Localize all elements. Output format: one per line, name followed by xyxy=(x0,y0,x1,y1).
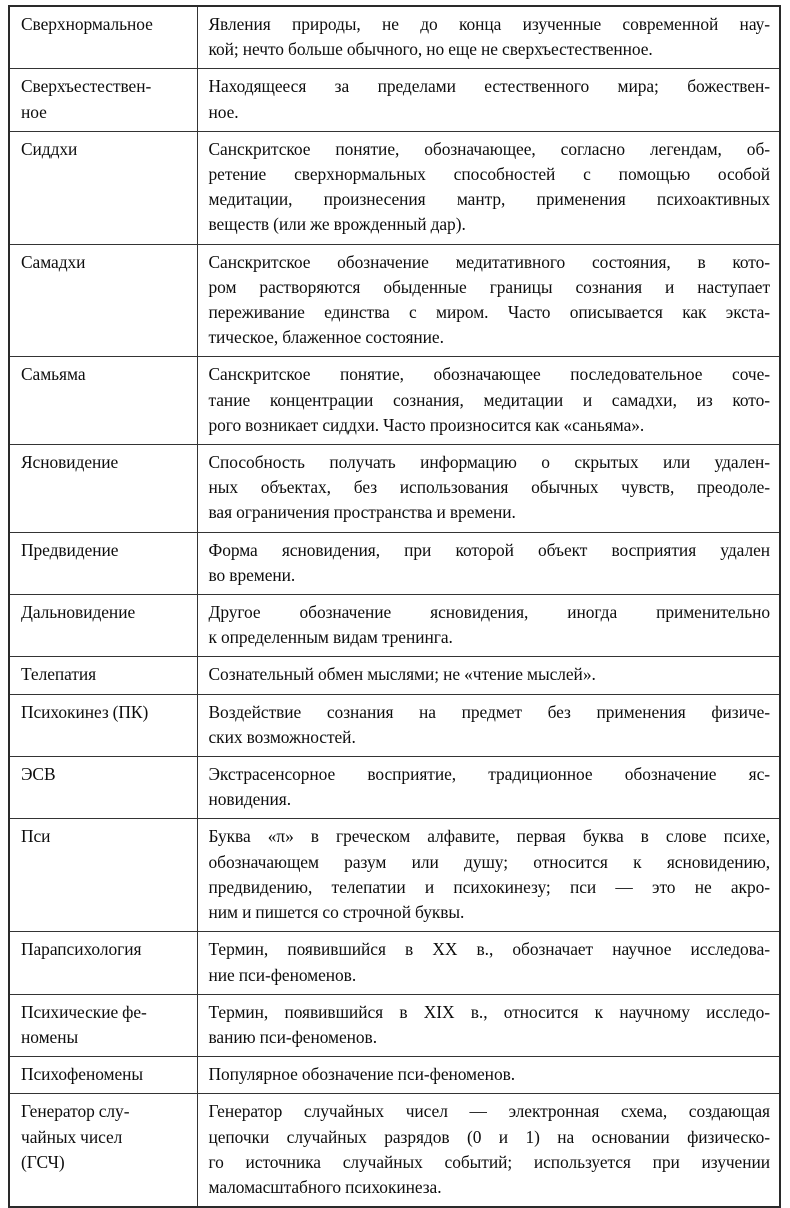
table-row xyxy=(9,1094,780,1207)
term-line: ЭСВ xyxy=(21,764,56,785)
table-row xyxy=(9,69,780,131)
term-line: Предвидение xyxy=(21,539,119,560)
definition-cell xyxy=(197,932,780,994)
term-line: Самьяма xyxy=(21,364,86,385)
definition-line: ром растворяются обыденные границы сознания и наступает xyxy=(208,276,770,297)
definition-line: ских возможностей. xyxy=(208,726,356,747)
definition-cell xyxy=(197,757,780,819)
term-line: Дальновидение xyxy=(21,602,136,623)
definition-cell xyxy=(197,595,780,657)
definition-line: Явления природы, не до конца изученные современной нау- xyxy=(208,14,770,34)
definition-cell xyxy=(197,694,780,756)
definition-line: Термин, появившийся в XX в., обозначает научное исследова- xyxy=(208,939,770,960)
term-line: ное xyxy=(21,101,47,122)
definition-line: веществ (или же врожденный дар). xyxy=(208,214,466,235)
definition-line: ное. xyxy=(208,101,239,122)
definition-line: ных объектах, без использования обычных чувств, преодоле- xyxy=(208,477,770,498)
definition-line: Форма ясновидения, при которой объект восприятия удален xyxy=(208,539,770,560)
table-row xyxy=(9,994,780,1056)
definition-cell xyxy=(197,445,780,533)
definition-cell xyxy=(197,532,780,594)
table-row xyxy=(9,244,780,357)
term-line: Пси xyxy=(21,826,51,847)
term-cell xyxy=(9,994,197,1056)
definition-line: новидения. xyxy=(208,789,292,810)
term-line: Парапсихология xyxy=(21,939,142,960)
table-row xyxy=(9,131,780,244)
table-row xyxy=(9,694,780,756)
definition-cell xyxy=(197,994,780,1056)
term-cell xyxy=(9,694,197,756)
term-line: Психокинез (ПК) xyxy=(21,701,149,722)
definition-line: во времени. xyxy=(208,564,296,585)
term-cell xyxy=(9,819,197,932)
definition-cell xyxy=(197,1057,780,1094)
definition-line: Термин, появившийся в XIX в., относится к научному исследо- xyxy=(208,1001,770,1022)
term-line: Самадхи xyxy=(21,251,86,272)
term-cell xyxy=(9,131,197,244)
term-cell xyxy=(9,69,197,131)
term-cell xyxy=(9,1094,197,1207)
definition-line: Другое обозначение ясновидения, иногда применительно xyxy=(208,602,770,623)
term-cell xyxy=(9,1057,197,1094)
definition-line: ретение сверхнормальных способностей с помощью особой xyxy=(208,164,770,185)
definition-cell xyxy=(197,1094,780,1207)
term-line: Сверхъестествен- xyxy=(21,76,152,97)
definition-cell xyxy=(197,244,780,357)
term-cell xyxy=(9,595,197,657)
definition-line: го источника случайных событий; используется при изучении xyxy=(208,1151,770,1172)
definition-line: Санскритское понятие, обозначающее последовательное соче- xyxy=(208,364,770,385)
definition-line: Способность получать информацию о скрытых или удален- xyxy=(208,452,770,473)
table-row xyxy=(9,445,780,533)
term-cell xyxy=(9,244,197,357)
definition-line: Популярное обозначение пси-феноменов. xyxy=(208,1064,516,1085)
definition-cell xyxy=(197,819,780,932)
term-line: номены xyxy=(21,1026,79,1047)
term-cell xyxy=(9,932,197,994)
definition-line: вая ограничения пространства и времени. xyxy=(208,502,516,523)
definition-line: Санскритское понятие, обозначающее, согласно легендам, об- xyxy=(208,138,770,159)
definition-line: Санскритское обозначение медитативного состояния, в кото- xyxy=(208,251,770,272)
table-row xyxy=(9,595,780,657)
glossary-table-body xyxy=(9,6,780,1207)
table-row xyxy=(9,757,780,819)
term-line: Ясновидение xyxy=(21,452,119,473)
definition-line: предвидению, телепатии и психокинезу; пси — это не акро- xyxy=(208,876,770,897)
term-line: Телепатия xyxy=(21,664,97,685)
term-cell xyxy=(9,532,197,594)
table-row xyxy=(9,819,780,932)
definition-cell xyxy=(197,6,780,69)
term-cell xyxy=(9,757,197,819)
glossary-table xyxy=(8,5,781,1208)
definition-line: рого возникает сиддхи. Часто произносится как «саньяма». xyxy=(208,414,645,435)
table-row xyxy=(9,357,780,445)
term-line: Сиддхи xyxy=(21,138,78,159)
definition-line: маломасштабного психокинеза. xyxy=(208,1176,442,1197)
definition-line: ванию пси-феноменов. xyxy=(208,1026,378,1047)
term-cell xyxy=(9,6,197,69)
definition-cell xyxy=(197,357,780,445)
definition-line: Сознательный обмен мыслями; не «чтение мыслей». xyxy=(208,664,596,685)
definition-line: Экстрасенсорное восприятие, традиционное обозначение яс- xyxy=(208,764,770,785)
definition-line: медитации, произнесения мантр, применения психоактивных xyxy=(208,189,770,210)
definition-cell xyxy=(197,657,780,694)
definition-line: цепочки случайных разрядов (0 и 1) на основании физическо- xyxy=(208,1126,770,1147)
definition-line: кой; нечто больше обычного, но еще не сверхъестественное. xyxy=(208,39,653,60)
definition-line: тание концентрации сознания, медитации и самадхи, из кото- xyxy=(208,389,770,410)
term-line: чайных чисел xyxy=(21,1126,123,1147)
definition-line: тическое, блаженное состояние. xyxy=(208,327,444,348)
definition-line: ние пси-феноменов. xyxy=(208,964,357,985)
term-line: Сверхнормальное xyxy=(21,14,153,34)
definition-line: Находящееся за пределами естественного мира; божествен- xyxy=(208,76,770,97)
term-line: Психические фе- xyxy=(21,1001,147,1022)
table-row xyxy=(9,1057,780,1094)
table-row xyxy=(9,932,780,994)
term-cell xyxy=(9,657,197,694)
table-row xyxy=(9,6,780,69)
definition-line: переживание единства с миром. Часто описывается как экста- xyxy=(208,302,770,323)
definition-line: Буква «π» в греческом алфавите, первая буква в слове психе, xyxy=(208,826,770,847)
definition-line: Генератор случайных чисел — электронная схема, создающая xyxy=(208,1101,770,1122)
term-cell xyxy=(9,357,197,445)
definition-cell xyxy=(197,131,780,244)
definition-line: обозначающем разум или душу; относится к ясновидению, xyxy=(208,851,770,872)
definition-line: ним и пишется со строчной буквы. xyxy=(208,902,465,923)
definition-line: Воздействие сознания на предмет без применения физиче- xyxy=(208,701,770,722)
definition-cell xyxy=(197,69,780,131)
table-row xyxy=(9,657,780,694)
term-cell xyxy=(9,445,197,533)
definition-line: к определенным видам тренинга. xyxy=(208,627,453,648)
term-line: Генератор слу- xyxy=(21,1101,130,1122)
term-line: (ГСЧ) xyxy=(21,1151,65,1172)
term-line: Психофеномены xyxy=(21,1064,144,1085)
table-row xyxy=(9,532,780,594)
